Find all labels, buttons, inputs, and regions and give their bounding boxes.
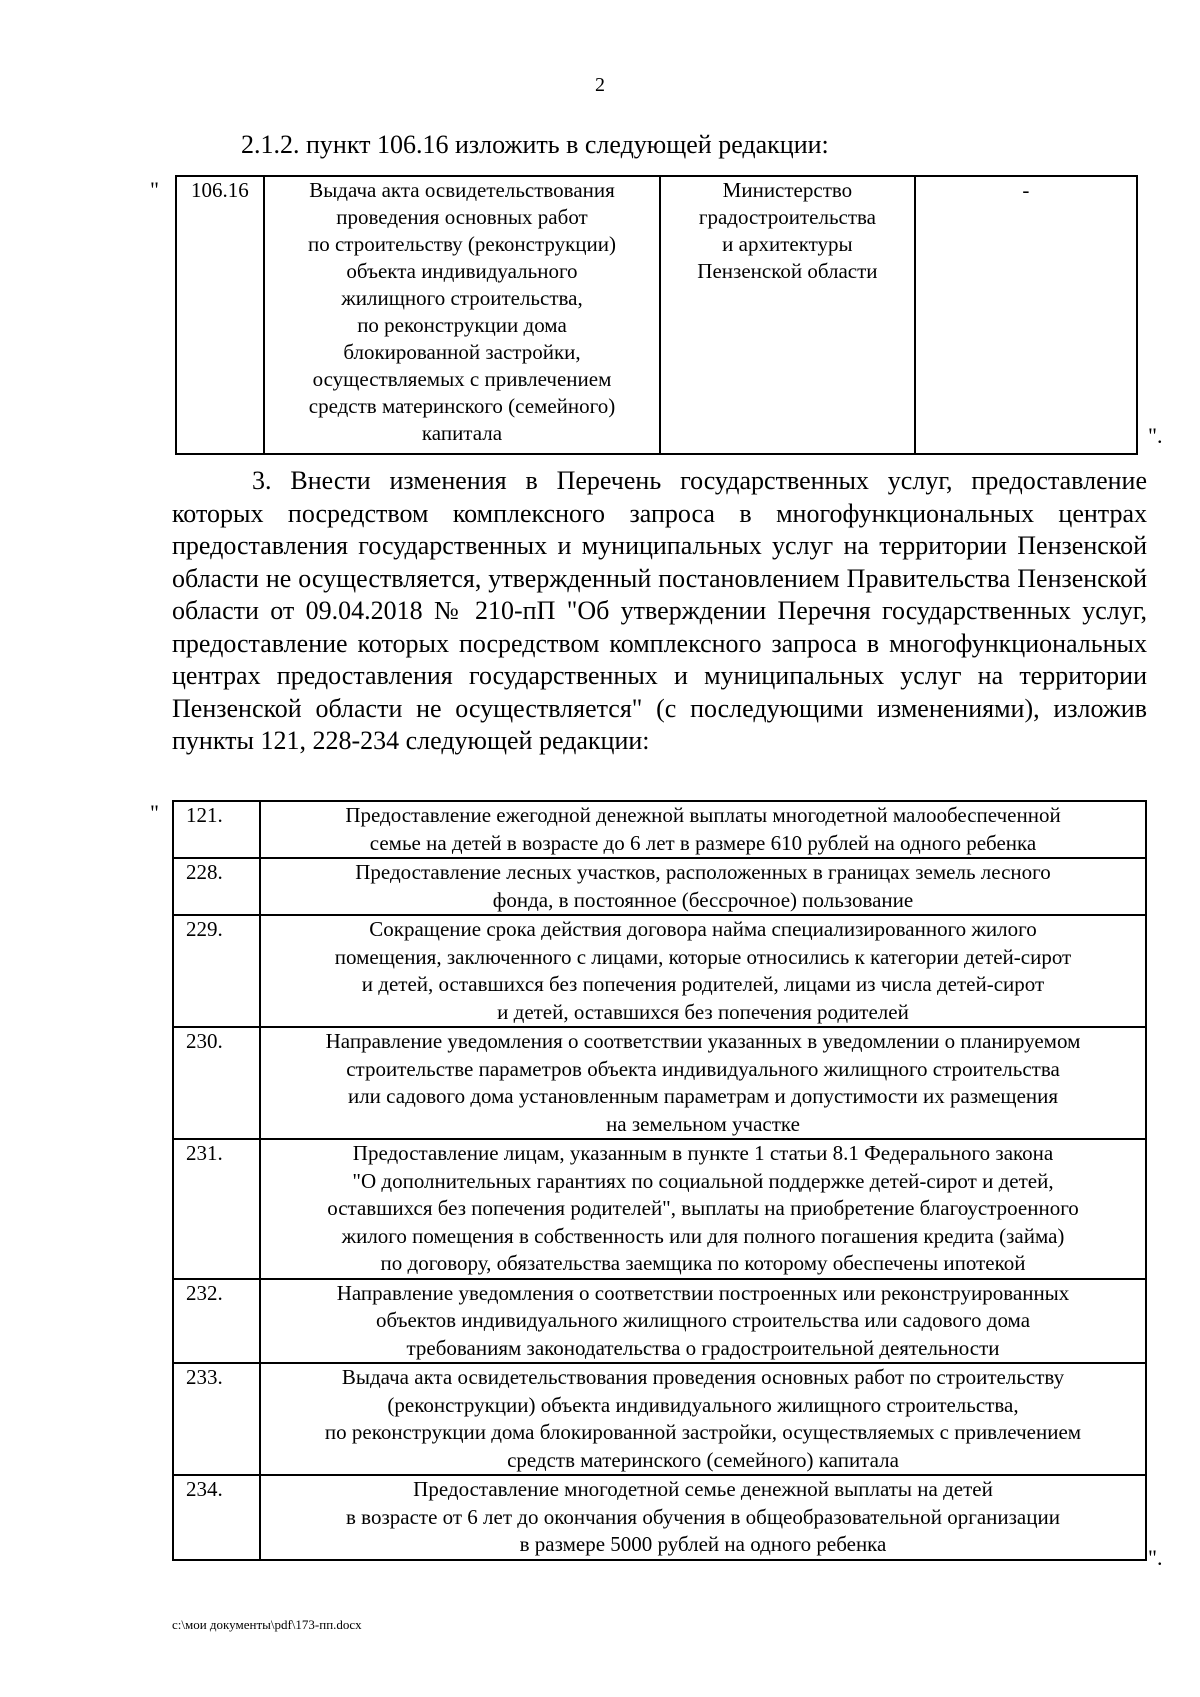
service-name: Выдача акта освидетельствования проведения основных работ по строительству (реконструкции) объекта индивидуального жилищного строительства, по реконструкции дома блокированной застройки, осуществляемых с привлечением средств материнского (семейного) капитала <box>324 1365 1082 1472</box>
item-number: 233. <box>186 1365 223 1389</box>
item-number-cell <box>173 1027 260 1139</box>
item-number: 232. <box>186 1280 223 1305</box>
service-name: Предоставление ежегодной денежной выплаты многодетной малообеспеченной семье на детей в возрасте до 6 лет в размере 610 рублей на одного ребенка <box>345 803 1061 855</box>
table-row <box>173 1027 1146 1139</box>
authority-cell <box>660 176 914 454</box>
service-name-cell <box>264 176 660 454</box>
service-name-cell <box>260 1139 1146 1279</box>
item-number: 106.16 <box>191 178 249 202</box>
service-name: Сокращение срока действия договора найма специализированного жилого помещения, заключенного с лицами, которые относились к категории детей-сирот и детей, оставшихся без попечения родителей, лицами из числа детей-сирот и детей, оставшихся без попечения родителей <box>334 917 1072 1024</box>
table-row <box>176 176 1137 454</box>
services-list-body <box>173 801 1146 1560</box>
service-name: Предоставление лицам, указанным в пункте 1 статьи 8.1 Федерального закона "О дополнительных гарантиях по социальной поддержке детей-сирот и детей, оставшихся без попечения родителей", выплаты на приобретение благоустроенного жилого помещения в собственность или для полного погашения кредита (займа) по договору, обязательства заемщика по которому обеспечены ипотекой <box>327 1141 1079 1275</box>
table-row <box>173 1139 1146 1279</box>
open-quote-mark: " <box>150 800 159 825</box>
item-number: 231. <box>186 1141 223 1165</box>
item-number-cell <box>173 1279 260 1364</box>
item-number: 234. <box>186 1477 223 1501</box>
extra-cell <box>915 176 1137 454</box>
authority-name: Министерство градостроительства и архитектуры Пензенской области <box>697 178 878 283</box>
section-2-1-2-heading: 2.1.2. пункт 106.16 изложить в следующей редакции: <box>241 130 829 159</box>
table-row <box>173 801 1146 858</box>
item-number-cell <box>173 1139 260 1279</box>
table-row <box>173 915 1146 1027</box>
section-3-text: 3. Внести изменения в Перечень государственных услуг, предоставление которых посредством комплексного запроса в многофункциональных центрах предоставления государственных и муниципальных услуг на территории Пензенской области не осуществляется, утвержденный постановлением Правительства Пензенской области от 09.04.2018 № 210-пП "Об утверждении Перечня государственных услуг, предоставление которых посредством комплексного запроса в многофункциональных центрах предоставления государственных и муниципальных услуг на территории Пензенской области не осуществляется" (с последующими изменениями), изложив пункты 121, 228-234 следующей редакции: <box>172 466 1147 755</box>
table-row <box>173 858 1146 915</box>
service-name: Предоставление лесных участков, расположенных в границах земель лесного фонда, в постоянное (бессрочное) пользование <box>355 860 1051 912</box>
item-number: 230. <box>186 1029 223 1053</box>
service-name-cell <box>260 1027 1146 1139</box>
table-row <box>173 1475 1146 1560</box>
item-number-cell <box>173 915 260 1027</box>
service-name-cell <box>260 915 1146 1027</box>
item-number-cell <box>173 858 260 915</box>
item-number-cell <box>173 1363 260 1475</box>
table-row <box>173 1363 1146 1475</box>
close-quote-mark: ". <box>1148 423 1163 448</box>
close-quote-mark: ". <box>1148 1545 1163 1570</box>
table-row <box>173 1279 1146 1364</box>
service-name-cell <box>260 801 1146 858</box>
section-3-paragraph <box>172 465 1147 758</box>
extra-value: - <box>1022 178 1030 202</box>
page-number: 2 <box>595 74 605 96</box>
service-name-cell <box>260 1475 1146 1560</box>
service-name: Направление уведомления о соответствии указанных в уведомлении о планируемом строительстве параметров объекта индивидуального жилищного строительства или садового дома установленным параметрам и допустимости их размещения на земельном участке <box>325 1029 1081 1136</box>
service-name: Направление уведомления о соответствии построенных или реконструированных объектов индивидуального жилищного строительства или садового дома требованиям законодательства о градостроительной деятельности <box>336 1280 1070 1360</box>
service-name: Выдача акта освидетельствования проведения основных работ по строительству (реконструкции) объекта индивидуального жилищного строительства, по реконструкции дома блокированной застройки, осуществляемых с привлечением средств материнского (семейного) капитала <box>307 178 617 445</box>
service-name: Предоставление многодетной семье денежной выплаты на детей в возрасте от 6 лет до окончания обучения в общеобразовательной организации в размере 5000 рублей на одного ребенка <box>346 1477 1060 1556</box>
open-quote-mark: " <box>150 177 159 202</box>
item-number: 228. <box>186 860 223 884</box>
service-name-cell <box>260 858 1146 915</box>
item-106-16-table <box>175 175 1138 455</box>
item-number-cell <box>173 1475 260 1560</box>
item-number-cell <box>173 801 260 858</box>
service-name-cell <box>260 1363 1146 1475</box>
service-name-cell <box>260 1279 1146 1364</box>
footer-file-path: c:\мои документы\pdf\173-пп.docx <box>172 1617 362 1632</box>
item-number: 121. <box>186 803 223 827</box>
item-number-cell <box>176 176 264 454</box>
item-number: 229. <box>186 917 223 941</box>
services-list-table <box>172 800 1147 1561</box>
